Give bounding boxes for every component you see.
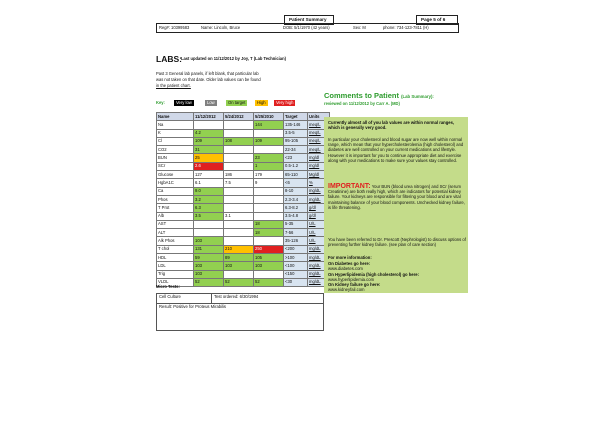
lab-units-cell: meq/L bbox=[308, 129, 330, 137]
hyperlipidemia-label: On Hyperlipidemia (high cholesterol) go here: bbox=[328, 272, 419, 277]
comment-p2: In particular your cholesterol and blood sugar are now well within normal range, which mean that your hypercholesterolemia (high cholesterol) and diabetes are well controlled on your current medications and lifestyle. However it is important for you to continue appropriate diet and exercise along with your medications to make sure your values stay controlled. bbox=[328, 137, 464, 163]
lab-value-cell bbox=[224, 121, 254, 129]
lab-value-cell: 210 bbox=[224, 245, 254, 253]
lab-units-cell: g/dl bbox=[308, 204, 330, 212]
key-high: High bbox=[257, 100, 266, 105]
lab-units-cell: U/L bbox=[308, 237, 330, 245]
lab-value-cell bbox=[224, 162, 254, 170]
lab-target-cell: 5-35 bbox=[284, 220, 308, 228]
lab-units-cell: meq/L bbox=[308, 137, 330, 145]
comments-title-text: Comments to Patient bbox=[324, 91, 400, 100]
lab-row bbox=[157, 121, 330, 129]
diabetes-label: On Diabetes go here: bbox=[328, 261, 371, 266]
lab-value-cell: 179 bbox=[254, 171, 284, 179]
lab-row bbox=[157, 129, 330, 137]
patient-reg: Reg#: 10399583 bbox=[159, 25, 190, 30]
micro-ordered: Test ordered: 6/30/1994 bbox=[212, 294, 324, 304]
lab-value-cell bbox=[254, 270, 284, 278]
lab-name-cell: K bbox=[157, 129, 194, 137]
lab-name-cell: HgbA1C bbox=[157, 179, 194, 187]
lab-name-cell: T chol bbox=[157, 245, 194, 253]
lab-value-cell bbox=[224, 129, 254, 137]
lab-row bbox=[157, 154, 330, 162]
lab-target-cell: 135-146 bbox=[284, 121, 308, 129]
lab-target-cell: 22-34 bbox=[284, 146, 308, 154]
lab-value-cell bbox=[224, 270, 254, 278]
lab-units-cell: meq/L bbox=[308, 146, 330, 154]
lab-row bbox=[157, 195, 330, 203]
diabetes-link[interactable]: www.diabetes.com bbox=[328, 266, 363, 271]
lab-row bbox=[157, 229, 330, 237]
lab-target-cell: 35-126 bbox=[284, 237, 308, 245]
lab-row bbox=[157, 171, 330, 179]
comment-p3: Your BUN (blood urea nitrogen) and SCr (serum Creatinine) are both really high, which are indicators for potential kidney failure. Your kidneys are responsible for filtering your blood and are vital maintaining balance of your blood components. Unchecked kidney failure, is life threatening. bbox=[328, 184, 465, 210]
lab-value-cell: 109 bbox=[254, 137, 284, 145]
lab-units-cell: mg/dL bbox=[308, 270, 330, 278]
lab-value-cell bbox=[254, 187, 284, 195]
lab-value-cell bbox=[224, 195, 254, 203]
comments-panel bbox=[324, 117, 468, 293]
lab-target-cell: 95-105 bbox=[284, 137, 308, 145]
lab-value-cell: 144 bbox=[254, 121, 284, 129]
lab-value-cell: 127 bbox=[194, 171, 224, 179]
lab-target-cell: 7-56 bbox=[284, 229, 308, 237]
lab-target-cell: <150 bbox=[284, 270, 308, 278]
lab-value-cell: 103 bbox=[194, 262, 224, 270]
lab-target-cell: 0.5-1.2 bbox=[284, 162, 308, 170]
lab-value-cell: 108 bbox=[224, 137, 254, 145]
lab-row bbox=[157, 187, 330, 195]
comment-p4: You have been referred to Dr. Prescott (Nephrologist) to discuss options of preventing further kidney failure. (see plan of care section) bbox=[328, 237, 466, 248]
lab-target-cell: 8-10 bbox=[284, 187, 308, 195]
more-info-label: For more information: bbox=[328, 255, 372, 260]
lab-name-cell: SCr bbox=[157, 162, 194, 170]
lab-target-cell: <30 bbox=[284, 278, 308, 286]
lab-value-cell: 52 bbox=[254, 278, 284, 286]
lab-units-cell: mg/dL bbox=[308, 262, 330, 270]
lab-target-cell: <100 bbox=[284, 262, 308, 270]
key-very-high: Very high bbox=[276, 100, 294, 105]
lab-target-cell: 2.3-3.4 bbox=[284, 195, 308, 203]
lab-name-cell: Trig bbox=[157, 270, 194, 278]
lab-value-cell bbox=[224, 229, 254, 237]
lab-target-cell: 3.5-4.8 bbox=[284, 212, 308, 220]
lab-target-cell: 65-110 bbox=[284, 171, 308, 179]
lab-name-cell: Cl bbox=[157, 137, 194, 145]
lab-units-cell: mg/dL bbox=[308, 187, 330, 195]
lab-value-cell: 250 bbox=[254, 245, 284, 253]
col-header: 5/25/2010 bbox=[254, 113, 284, 121]
lab-value-cell: 3.5 bbox=[194, 212, 224, 220]
lab-row bbox=[157, 254, 330, 262]
lab-value-cell: 4.2 bbox=[194, 129, 224, 137]
lab-name-cell: Ca bbox=[157, 187, 194, 195]
lab-value-cell: 103 bbox=[194, 237, 224, 245]
lab-value-cell bbox=[224, 220, 254, 228]
lab-target-cell: 6.3-8.2 bbox=[284, 204, 308, 212]
lab-value-cell: 1 bbox=[254, 162, 284, 170]
lab-value-cell: 3.1 bbox=[224, 212, 254, 220]
lab-target-cell: >100 bbox=[284, 254, 308, 262]
lab-row bbox=[157, 237, 330, 245]
key-very-low: Very low bbox=[176, 100, 192, 105]
lab-name-cell: T Prot bbox=[157, 204, 194, 212]
micro-row bbox=[157, 304, 324, 331]
lab-name-cell: Alb bbox=[157, 212, 194, 220]
lab-value-cell bbox=[254, 237, 284, 245]
lab-units-cell: U/L bbox=[308, 220, 330, 228]
lab-row bbox=[157, 278, 330, 286]
lab-name-cell: Phos bbox=[157, 195, 194, 203]
lab-units-cell: mg/dL bbox=[308, 245, 330, 253]
lab-name-cell: ALT bbox=[157, 229, 194, 237]
lab-units-cell: g/dl bbox=[308, 212, 330, 220]
lab-value-cell: 25 bbox=[194, 154, 224, 162]
lab-value-cell bbox=[224, 187, 254, 195]
lab-value-cell: 52 bbox=[194, 278, 224, 286]
labs-updated: Last updated on 11/12/2012 by Joy, T (Lab Technician) bbox=[181, 56, 286, 61]
lab-value-cell bbox=[194, 121, 224, 129]
lab-row bbox=[157, 220, 330, 228]
lab-value-cell: 6.1 bbox=[194, 179, 224, 187]
lab-value-cell: 52 bbox=[224, 278, 254, 286]
lab-name-cell: BUN bbox=[157, 154, 194, 162]
lab-value-cell bbox=[224, 204, 254, 212]
lab-value-cell: 109 bbox=[194, 137, 224, 145]
key-on-target: On target bbox=[228, 100, 246, 105]
lab-target-cell: 3.5-5 bbox=[284, 129, 308, 137]
lab-name-cell: HDL bbox=[157, 254, 194, 262]
lab-value-cell: 18 bbox=[254, 229, 284, 237]
lab-name-cell: VLDL bbox=[157, 278, 194, 286]
lab-value-cell: 105 bbox=[254, 254, 284, 262]
lab-value-cell: 3.2 bbox=[194, 195, 224, 203]
micro-row bbox=[157, 294, 324, 304]
lab-value-cell: 186 bbox=[224, 171, 254, 179]
lab-value-cell: 23 bbox=[254, 154, 284, 162]
patient-phone: phone: 734-123-7811 (H) bbox=[383, 25, 429, 30]
kidney-label: On Kidney failure go here: bbox=[328, 282, 381, 287]
lab-units-cell: U/L bbox=[308, 229, 330, 237]
lab-value-cell: 31 bbox=[194, 146, 224, 154]
lab-units-cell: mg/dl bbox=[308, 154, 330, 162]
lab-value-cell: 7.5 bbox=[224, 179, 254, 187]
lab-name-cell: AST bbox=[157, 220, 194, 228]
lab-name-cell: Glucose bbox=[157, 171, 194, 179]
patient-name: Name: Lincoln, Bruce bbox=[201, 25, 241, 30]
col-header: Units bbox=[308, 113, 330, 121]
page-number: Page 5 of 6 bbox=[421, 17, 446, 22]
lab-value-cell bbox=[254, 129, 284, 137]
lab-value-cell: 103 bbox=[194, 270, 224, 278]
comments-reviewed: reviewed on 11/12/2012 by Carr A. (MD) bbox=[324, 101, 400, 106]
lab-value-cell: 9 bbox=[254, 179, 284, 187]
lab-target-cell: <23 bbox=[284, 154, 308, 162]
lab-row bbox=[157, 245, 330, 253]
comments-title bbox=[324, 91, 434, 100]
lab-value-cell bbox=[224, 154, 254, 162]
lab-row bbox=[157, 270, 330, 278]
patient-dob: DOB: 5/1/1970 (42 years) bbox=[283, 25, 330, 30]
lab-value-cell: 9.0 bbox=[194, 187, 224, 195]
lab-row bbox=[157, 146, 330, 154]
lab-value-cell: 6.3 bbox=[194, 204, 224, 212]
col-header: Name bbox=[157, 113, 194, 121]
lab-value-cell bbox=[194, 229, 224, 237]
lab-value-cell: 103 bbox=[224, 262, 254, 270]
lab-target-cell: <6 bbox=[284, 179, 308, 187]
micro-result: Result: Positive for Proteus Mirabilis bbox=[157, 304, 324, 331]
lab-units-cell: mg/dL bbox=[308, 278, 330, 286]
lab-results-table bbox=[156, 112, 330, 287]
lab-units-cell: mg/dl bbox=[308, 162, 330, 170]
lab-value-cell bbox=[224, 237, 254, 245]
patient-sex: Sex: M bbox=[353, 25, 366, 30]
lab-row bbox=[157, 162, 330, 170]
micro-tests-table bbox=[156, 293, 324, 331]
micro-title: Micro Tests: bbox=[156, 284, 180, 289]
lab-name-cell: Alk Phos bbox=[157, 237, 194, 245]
lab-value-cell bbox=[224, 146, 254, 154]
micro-culture: Cell Culture bbox=[157, 294, 212, 304]
lab-units-cell: mg/dL bbox=[308, 254, 330, 262]
labs-title: LABS: bbox=[156, 54, 182, 64]
lab-units-cell: Mg/dl bbox=[308, 171, 330, 179]
lab-row bbox=[157, 179, 330, 187]
lab-units-cell: % bbox=[308, 179, 330, 187]
important-label: IMPORTANT: bbox=[328, 183, 371, 190]
lab-name-cell: Na bbox=[157, 121, 194, 129]
lab-value-cell bbox=[254, 195, 284, 203]
lab-row bbox=[157, 204, 330, 212]
lab-value-cell: 103 bbox=[254, 262, 284, 270]
lab-value-cell bbox=[254, 204, 284, 212]
lab-row bbox=[157, 212, 330, 220]
lab-value-cell bbox=[254, 146, 284, 154]
lab-table-header-row bbox=[157, 113, 330, 121]
lab-name-cell: LDL bbox=[157, 262, 194, 270]
key-label: Key: bbox=[156, 100, 165, 105]
comment-important bbox=[328, 184, 466, 210]
lab-value-cell bbox=[254, 212, 284, 220]
kidney-link[interactable]: www.kidneyfail.com bbox=[328, 287, 365, 292]
lab-value-cell bbox=[194, 220, 224, 228]
header-title: Patient Summary bbox=[289, 17, 327, 22]
lab-row bbox=[157, 262, 330, 270]
labs-intro-line3: in the patient chart. bbox=[156, 83, 191, 88]
lab-value-cell: 18 bbox=[254, 220, 284, 228]
comment-p1: Currently almost all of you lab values are within normal ranges, which is generally very good. bbox=[328, 120, 455, 131]
lab-units-cell: mg/dL bbox=[308, 195, 330, 203]
lab-row bbox=[157, 137, 330, 145]
comments-subtitle: (Lab Summary): bbox=[401, 94, 434, 99]
patient-info-bar bbox=[156, 23, 459, 33]
lab-value-cell: 89 bbox=[224, 254, 254, 262]
lab-units-cell: meq/L bbox=[308, 121, 330, 129]
hyperlipidemia-link[interactable]: www.hyperlipidemia.com bbox=[328, 277, 375, 282]
lab-name-cell: CO2 bbox=[157, 146, 194, 154]
lab-value-cell: 2.6 bbox=[194, 162, 224, 170]
col-header: Target bbox=[284, 113, 308, 121]
labs-intro-line2: was not taken on that date. Older lab values can be found bbox=[156, 77, 261, 82]
col-header: 11/12/2012 bbox=[194, 113, 224, 121]
col-header: 5/24/2012 bbox=[224, 113, 254, 121]
lab-target-cell: <200 bbox=[284, 245, 308, 253]
lab-value-cell: 131 bbox=[194, 245, 224, 253]
key-low: Low bbox=[207, 100, 215, 105]
labs-intro-line1: Past 3 General lab panels, if left blank, that particular lab bbox=[156, 71, 259, 76]
lab-value-cell: 59 bbox=[194, 254, 224, 262]
